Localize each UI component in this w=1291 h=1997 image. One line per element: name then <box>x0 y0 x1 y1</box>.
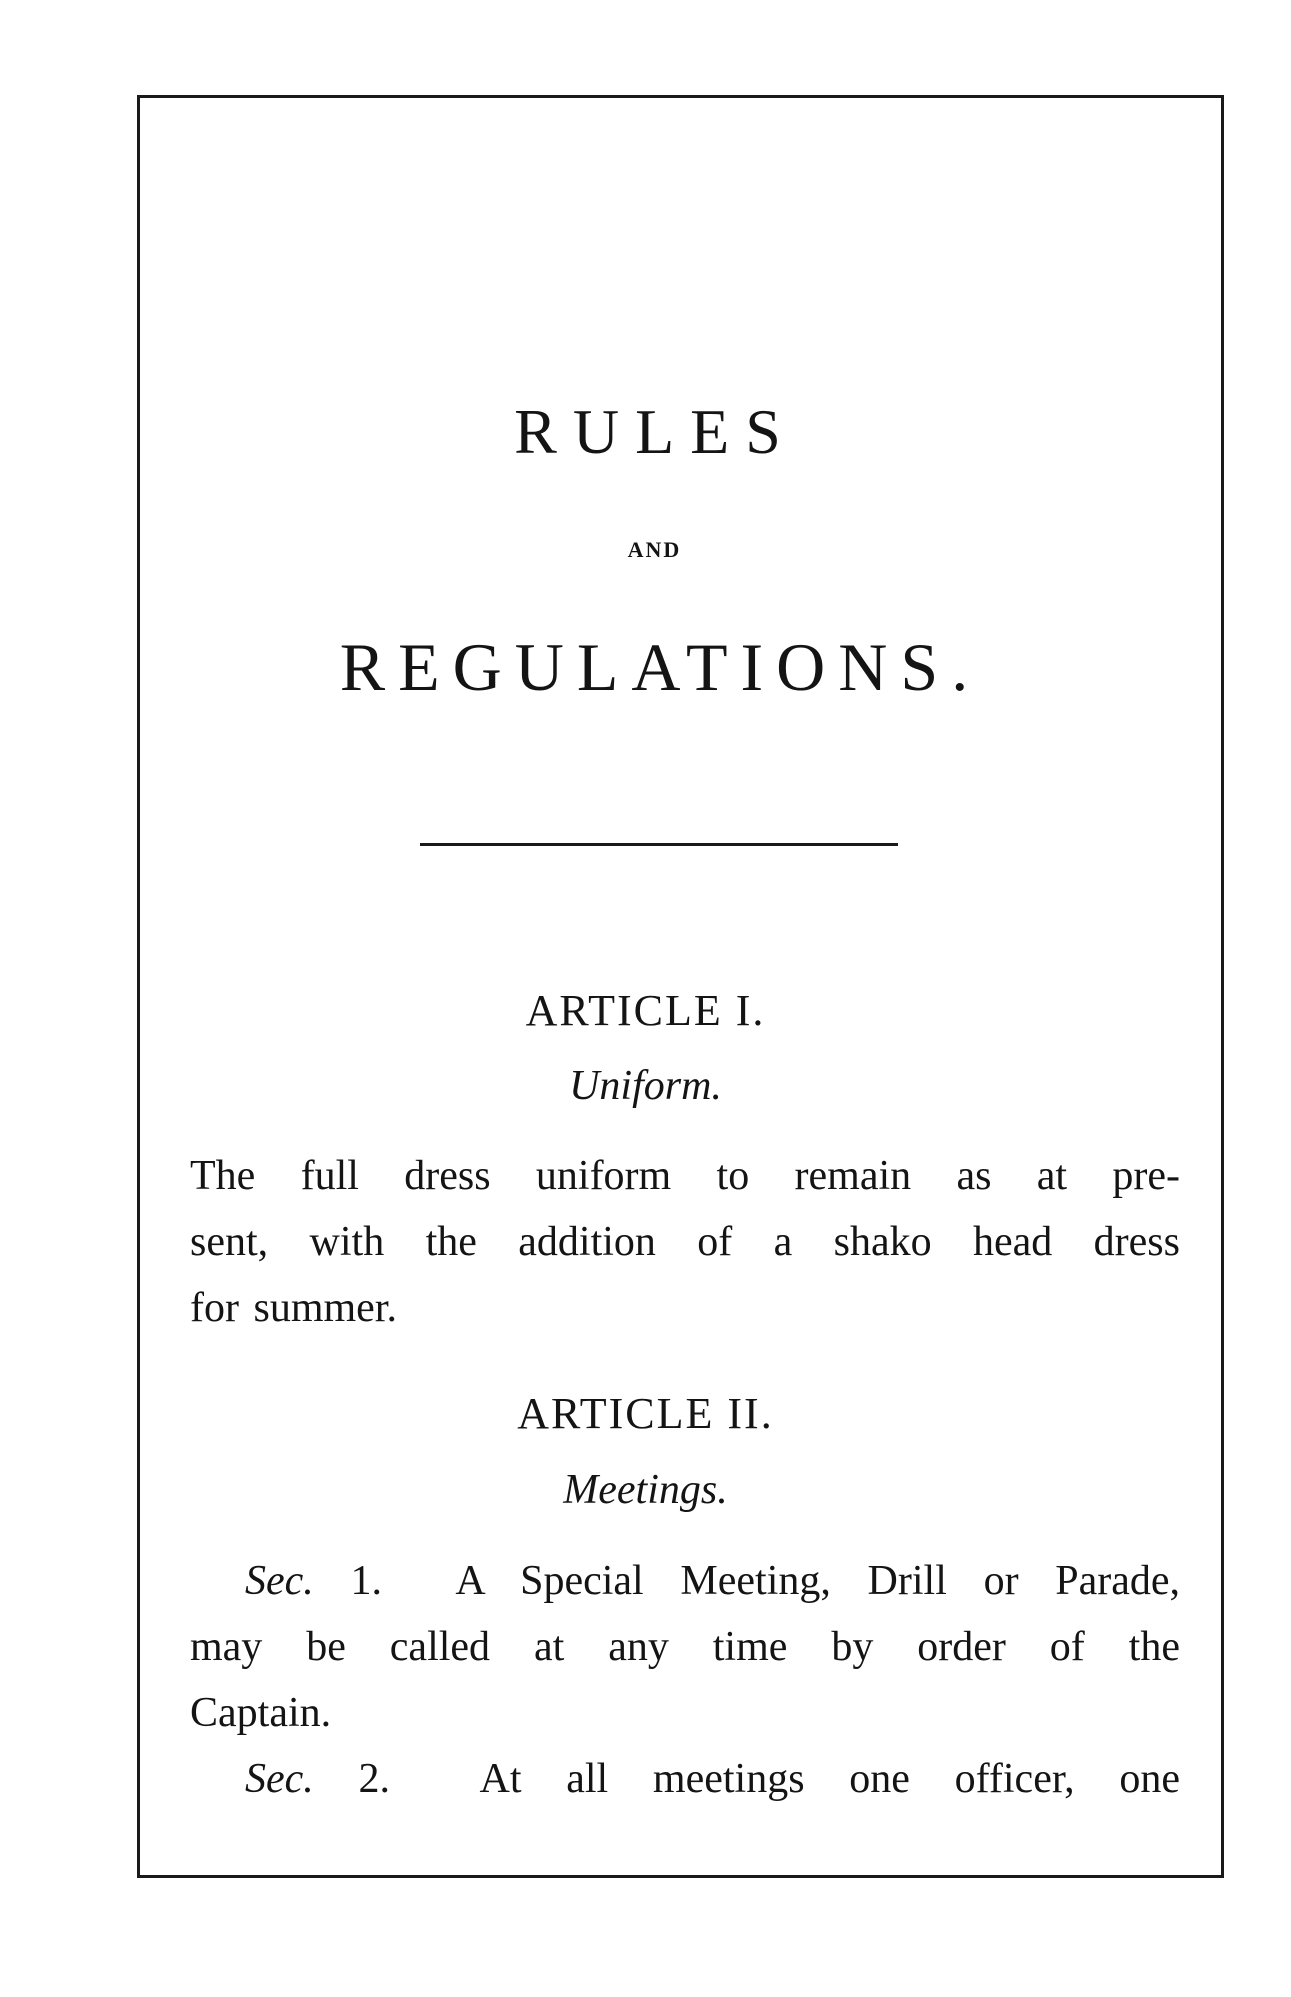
article-2-subtitle: Meetings. <box>563 1467 728 1513</box>
sec-1-text-1: A Special Meeting, Drill or Parade, <box>455 1558 1181 1604</box>
title-and: AND <box>627 537 682 562</box>
article-2-sec-2 <box>190 1746 1180 1812</box>
article-1-heading: ARTICLE I. <box>525 986 766 1035</box>
article-1-line-3: for summer. <box>190 1285 397 1331</box>
sec-1-label: Sec. <box>245 1558 314 1604</box>
sec-1-line-3: Captain. <box>190 1690 332 1736</box>
title-regulations: REGULATIONS. <box>339 629 982 705</box>
sec-1-number: 1. <box>350 1558 382 1604</box>
title-rules: RULES <box>514 396 797 467</box>
article-1-body <box>190 1143 1180 1341</box>
article-2-heading: ARTICLE II. <box>517 1389 774 1438</box>
sec-2-line-1 <box>190 1746 1180 1812</box>
sec-1-line-2: may be called at any time by order of the <box>190 1624 1180 1670</box>
sec-2-label: Sec. <box>245 1756 314 1802</box>
sec-2-number: 2. <box>358 1756 391 1802</box>
article-1-line-2: sent, with the addition of a shako head dress <box>190 1219 1180 1265</box>
sec-2-text-1: At all meetings one officer, one <box>479 1756 1181 1802</box>
article-1-line-1: The full dress uniform to remain as at pre- <box>190 1153 1180 1199</box>
article-2-sec-1 <box>190 1548 1180 1746</box>
article-1-subtitle: Uniform. <box>569 1063 722 1109</box>
title-divider <box>420 843 898 846</box>
sec-1-line-1 <box>190 1548 1180 1614</box>
